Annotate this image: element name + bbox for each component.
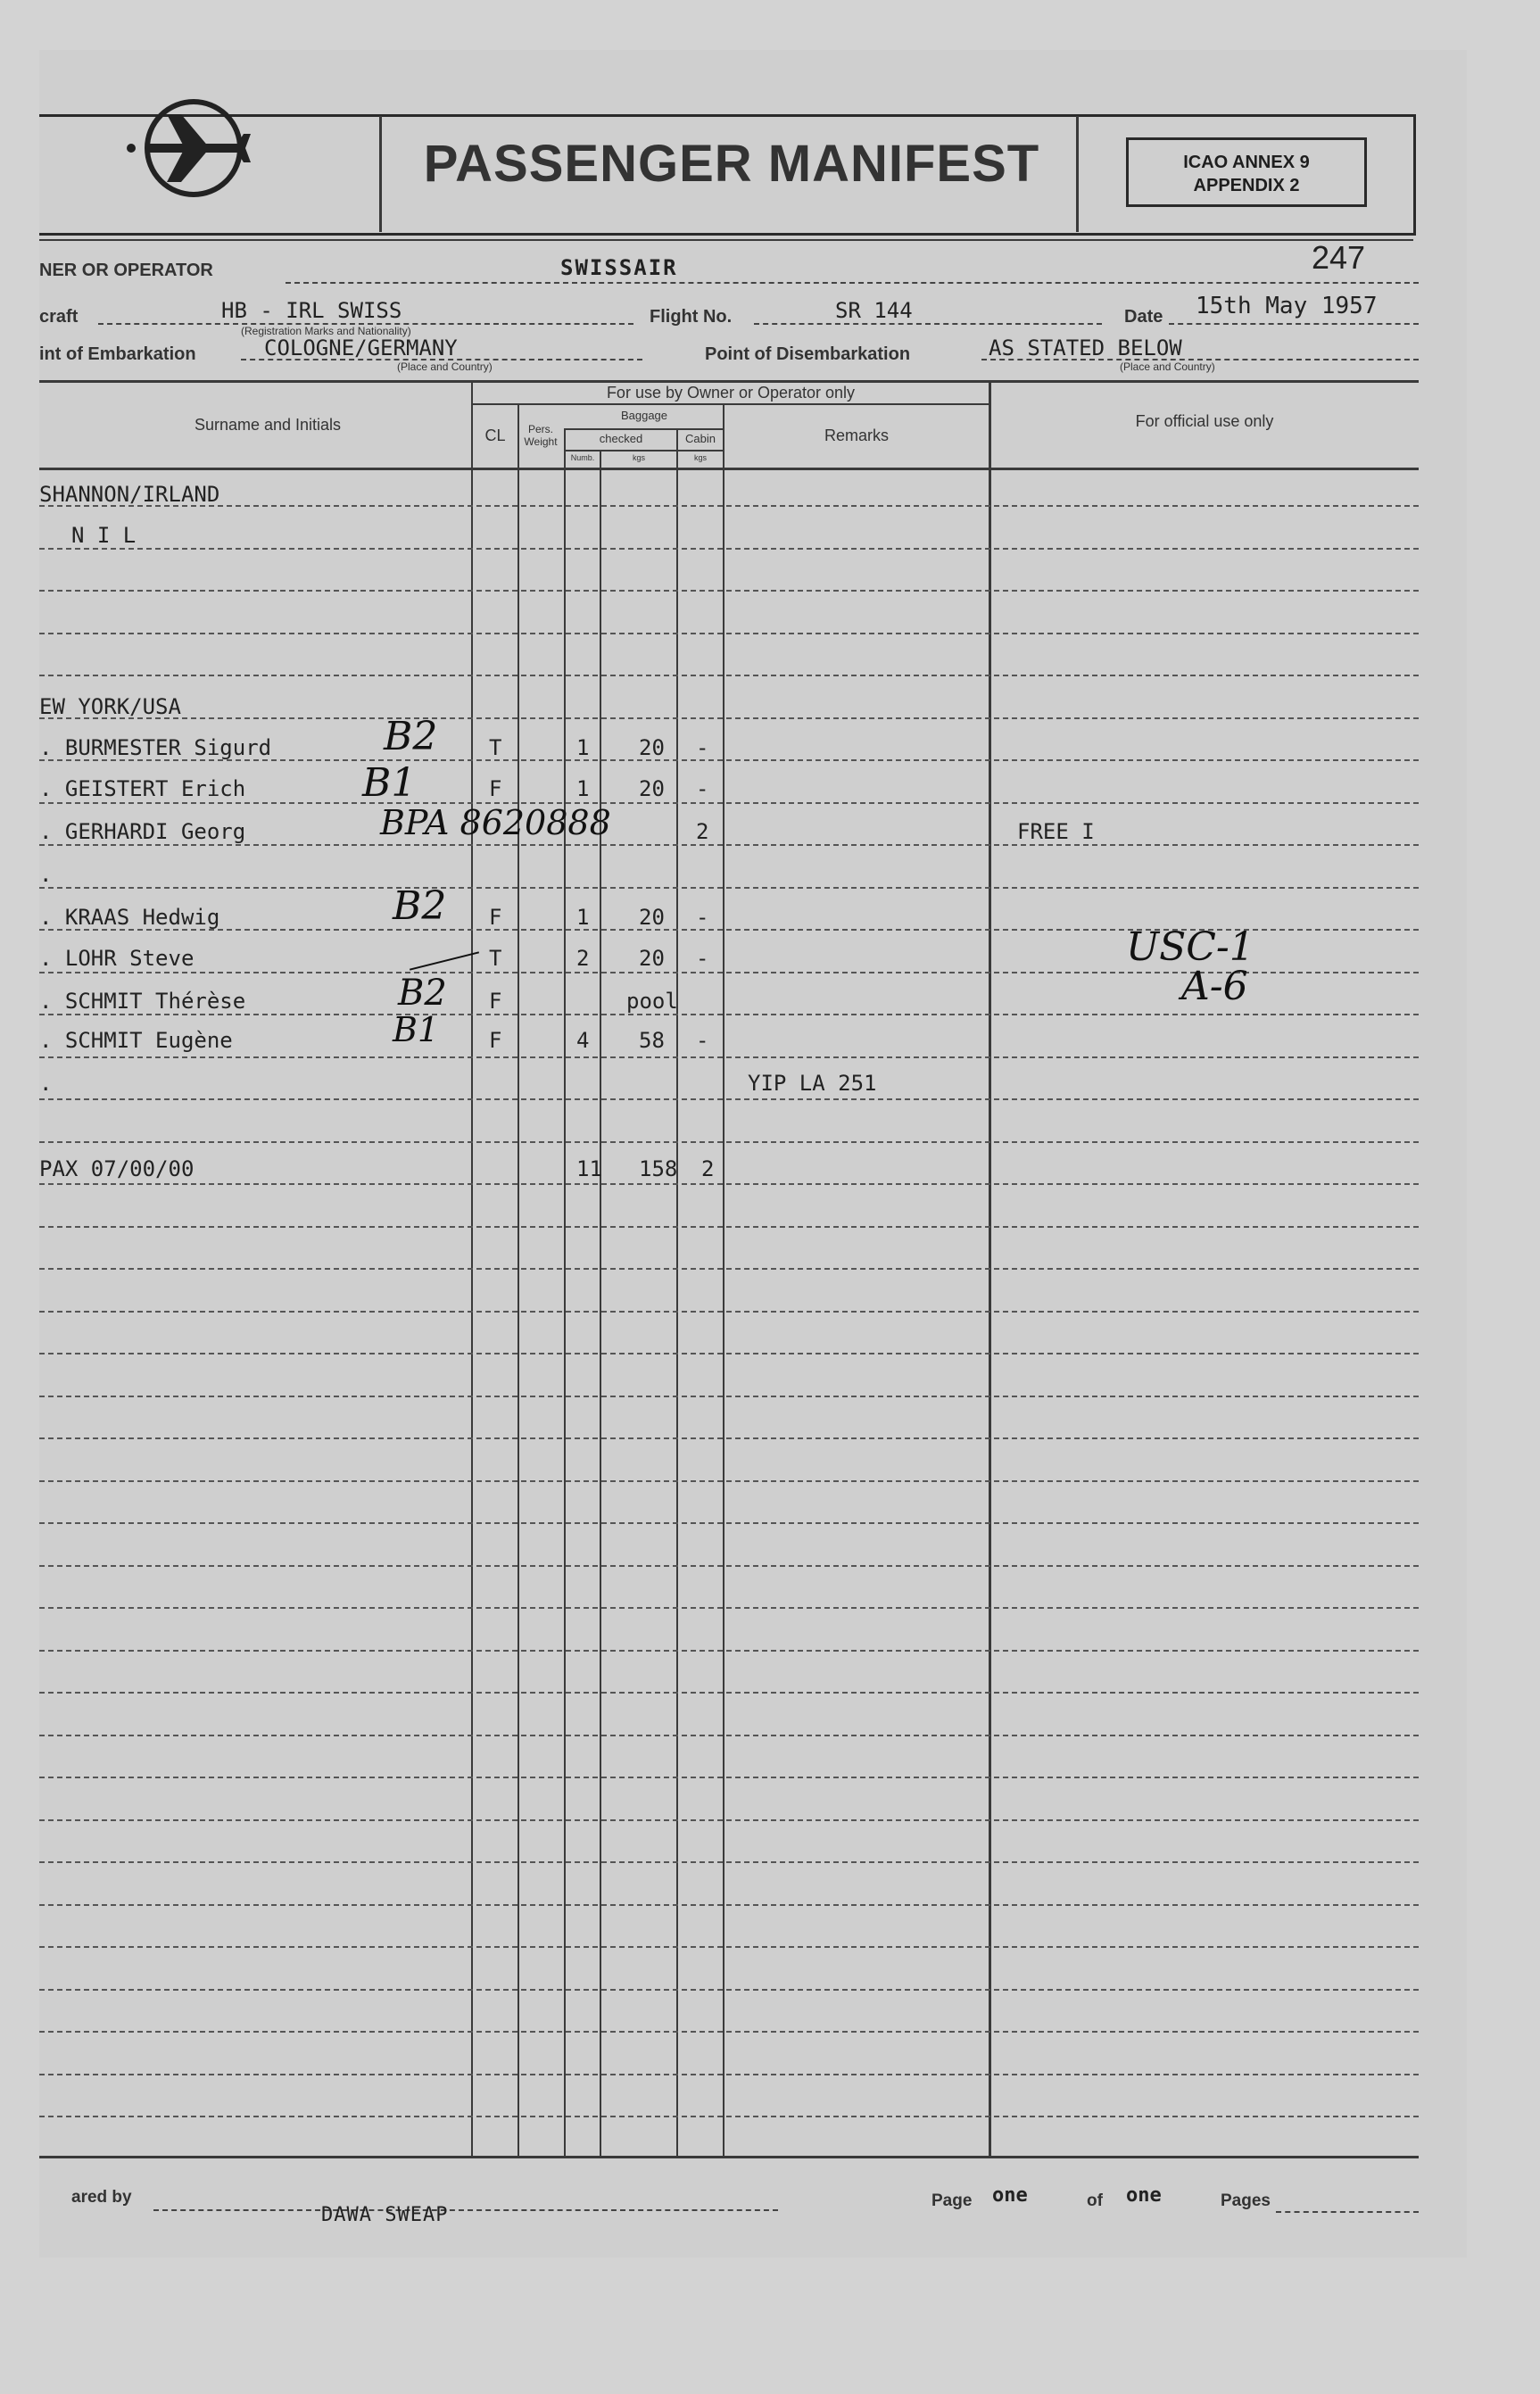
- prepared-by-label: ared by: [71, 2188, 132, 2207]
- row-rule: [39, 1098, 1419, 1100]
- icao-reference-box: [1126, 137, 1367, 207]
- pages-underline: [1276, 2211, 1419, 2213]
- passenger-name: .: [39, 862, 53, 887]
- bag-kgs-total: 158: [639, 1156, 678, 1181]
- disembark-note: (Place and Country): [1120, 360, 1215, 373]
- passenger-name: SHANNON/IRLAND: [39, 482, 220, 507]
- owner-value: SWISSAIR: [560, 255, 678, 280]
- class-cell: F: [489, 776, 502, 801]
- row-rule: [39, 1226, 1419, 1228]
- flight-label: Flight No.: [650, 307, 733, 327]
- row-rule: [39, 633, 1419, 634]
- row-rule: [39, 1607, 1419, 1609]
- icao-line-1: ICAO ANNEX 9: [1183, 153, 1310, 172]
- handwritten-official-code: A-6: [1181, 964, 1248, 1009]
- cabin-cell: -: [696, 1028, 709, 1053]
- table-row: [39, 862, 52, 887]
- table-row: [39, 989, 245, 1014]
- pages-label: Pages: [1221, 2191, 1271, 2210]
- disembark-label: Point of Disembarkation: [705, 344, 911, 364]
- cabin-cell: 2: [696, 819, 709, 844]
- aircraft-label: craft: [39, 307, 79, 327]
- row-rule: [39, 1946, 1419, 1948]
- row-rule: [39, 1565, 1419, 1567]
- passenger-name: .: [39, 1071, 53, 1096]
- prepared-by-underline: [153, 2209, 778, 2211]
- embark-label: int of Embarkation: [39, 344, 196, 364]
- owner-underline: [286, 282, 1419, 284]
- table-row: [39, 905, 219, 930]
- bag-kgs-cell: 20: [639, 776, 665, 801]
- col-header-cl: CL: [484, 427, 506, 444]
- col-header-baggage: Baggage: [620, 409, 668, 422]
- remarks-cell: YIP LA 251: [748, 1071, 877, 1096]
- row-rule: [39, 1735, 1419, 1736]
- table-row: [39, 1156, 194, 1181]
- row-rule: [39, 1056, 1419, 1058]
- row-rule: [39, 1650, 1419, 1652]
- flight-value: SR 144: [835, 298, 913, 323]
- official-note: FREE I: [1017, 819, 1095, 844]
- aircraft-value: HB - IRL SWISS: [221, 298, 402, 323]
- row-rule: [39, 590, 1419, 592]
- bag-kgs-cell: 20: [639, 946, 665, 971]
- row-rule: [39, 1141, 1419, 1143]
- col-divider: [600, 450, 601, 2156]
- bag-count-cell: 1: [576, 776, 590, 801]
- bag-count-cell: 4: [576, 1028, 590, 1053]
- cabin-cell: -: [696, 946, 709, 971]
- row-rule: [39, 1268, 1419, 1270]
- icao-line-2: APPENDIX 2: [1193, 176, 1300, 195]
- row-rule: [39, 505, 1419, 507]
- baggage-sub-rule: [564, 450, 723, 451]
- row-rule: [39, 887, 1419, 889]
- col-header-cabin: Cabin: [685, 432, 716, 445]
- cabin-cell: -: [696, 735, 709, 760]
- page-label: Page: [931, 2191, 973, 2210]
- row-rule: [39, 717, 1419, 719]
- col-divider: [517, 403, 519, 2156]
- handwritten-code: B2: [398, 973, 447, 1014]
- table-row: [39, 1071, 52, 1096]
- operator-rule: [471, 403, 989, 405]
- embark-value: COLOGNE/GERMANY: [264, 335, 458, 360]
- disembark-value: AS STATED BELOW: [989, 335, 1182, 360]
- passenger-name: . KRAAS Hedwig: [39, 905, 220, 930]
- handwritten-code: B2: [393, 883, 447, 929]
- flight-underline: [754, 323, 1102, 325]
- table-row: [39, 819, 245, 844]
- of-label: of: [1087, 2191, 1103, 2210]
- bag-kgs-cell: 20: [639, 905, 665, 930]
- table-header-rule: [39, 468, 1419, 470]
- baggage-rule: [564, 428, 723, 430]
- col-header-operator-use: For use by Owner or Operator only: [606, 384, 856, 402]
- bag-count-total: 11: [576, 1156, 602, 1181]
- handwritten-code: B2: [384, 714, 438, 759]
- row-rule: [39, 675, 1419, 676]
- table-row: [39, 694, 181, 719]
- header-divider: [1076, 116, 1079, 232]
- page-value: one: [992, 2184, 1028, 2207]
- row-rule: [39, 1819, 1419, 1821]
- row-rule: [39, 548, 1419, 550]
- row-rule: [39, 844, 1419, 846]
- total-label: PAX 07/00/00: [39, 1156, 195, 1181]
- col-header-checked: checked: [599, 432, 643, 445]
- row-rule: [39, 1183, 1419, 1185]
- row-rule: [39, 1437, 1419, 1439]
- passenger-name: EW YORK/USA: [39, 694, 181, 719]
- row-rule: [39, 2031, 1419, 2033]
- rule: [39, 239, 1413, 241]
- passenger-name: . LOHR Steve: [39, 946, 195, 971]
- handwritten-code: B1: [362, 760, 417, 806]
- aircraft-note: (Registration Marks and Nationality): [241, 325, 411, 337]
- embark-note: (Place and Country): [397, 360, 493, 373]
- date-underline: [1169, 323, 1419, 325]
- col-header-numb: Numb.: [570, 453, 595, 462]
- row-rule: [39, 802, 1419, 804]
- col-header-name: Surname and Initials: [194, 416, 342, 434]
- row-rule: [39, 1014, 1419, 1015]
- prepared-by-value: DAWA SWEAP: [321, 2204, 449, 2226]
- col-divider: [723, 403, 724, 2156]
- bag-count-cell: 1: [576, 905, 590, 930]
- of-value: one: [1126, 2184, 1162, 2207]
- row-rule: [39, 1396, 1419, 1397]
- cabin-cell: -: [696, 905, 709, 930]
- col-header-pers-weight: Pers. Weight: [524, 423, 558, 448]
- bag-count-cell: 2: [576, 946, 590, 971]
- passenger-name: N I L: [71, 523, 137, 548]
- col-header-remarks: Remarks: [824, 427, 889, 444]
- col-header-kgs: kgs: [632, 453, 645, 462]
- header-divider: [379, 116, 382, 232]
- row-rule: [39, 1311, 1419, 1313]
- airline-logo: [85, 79, 290, 221]
- row-rule: [39, 1692, 1419, 1694]
- manifest-title: PASSENGER MANIFEST: [423, 135, 1040, 193]
- bag-kgs-cell: 20: [639, 735, 665, 760]
- row-rule: [39, 2074, 1419, 2075]
- passenger-name: . GEISTERT Erich: [39, 776, 246, 801]
- row-rule: [39, 1480, 1419, 1482]
- class-cell: T: [489, 735, 502, 760]
- table-row: [39, 946, 194, 971]
- table-row: [71, 523, 136, 548]
- table-bottom-rule: [39, 2156, 1419, 2158]
- bag-count-cell: 1: [576, 735, 590, 760]
- table-top-rule: [39, 380, 1419, 383]
- class-cell: F: [489, 1028, 502, 1053]
- bag-kgs-cell: 58: [639, 1028, 665, 1053]
- row-rule: [39, 1777, 1419, 1778]
- handwritten-code: BPA 8620888: [380, 803, 611, 842]
- passenger-name: . SCHMIT Thérèse: [39, 989, 246, 1014]
- cabin-cell: -: [696, 776, 709, 801]
- handwritten-code: B1: [393, 1010, 440, 1049]
- passenger-name: . GERHARDI Georg: [39, 819, 246, 844]
- row-rule: [39, 1522, 1419, 1524]
- row-rule: [39, 2116, 1419, 2117]
- table-row: [39, 1028, 233, 1053]
- row-rule: [39, 1904, 1419, 1906]
- handwritten-official-code: USC-1: [1126, 924, 1254, 970]
- table-row: [39, 776, 245, 801]
- col-divider: [676, 428, 678, 2156]
- cabin-total: 2: [701, 1156, 715, 1181]
- date-label: Date: [1124, 307, 1163, 327]
- class-cell: F: [489, 989, 502, 1014]
- col-header-official: For official use only: [1135, 412, 1274, 430]
- row-rule: [39, 1353, 1419, 1354]
- col-header-cabin-kgs: kgs: [693, 453, 707, 462]
- table-row: [39, 735, 271, 760]
- manifest-number: 247: [1312, 239, 1366, 276]
- row-rule: [39, 1861, 1419, 1863]
- table-row: [39, 482, 219, 507]
- bag-kgs-cell: pool: [626, 989, 678, 1014]
- date-value: 15th May 1957: [1196, 293, 1378, 319]
- class-cell: F: [489, 905, 502, 930]
- col-divider: [564, 428, 566, 2156]
- row-rule: [39, 1989, 1419, 1991]
- passenger-name: . SCHMIT Eugène: [39, 1028, 233, 1053]
- owner-label: NER OR OPERATOR: [39, 261, 213, 280]
- passenger-name: . BURMESTER Sigurd: [39, 735, 272, 760]
- class-cell: T: [489, 946, 502, 971]
